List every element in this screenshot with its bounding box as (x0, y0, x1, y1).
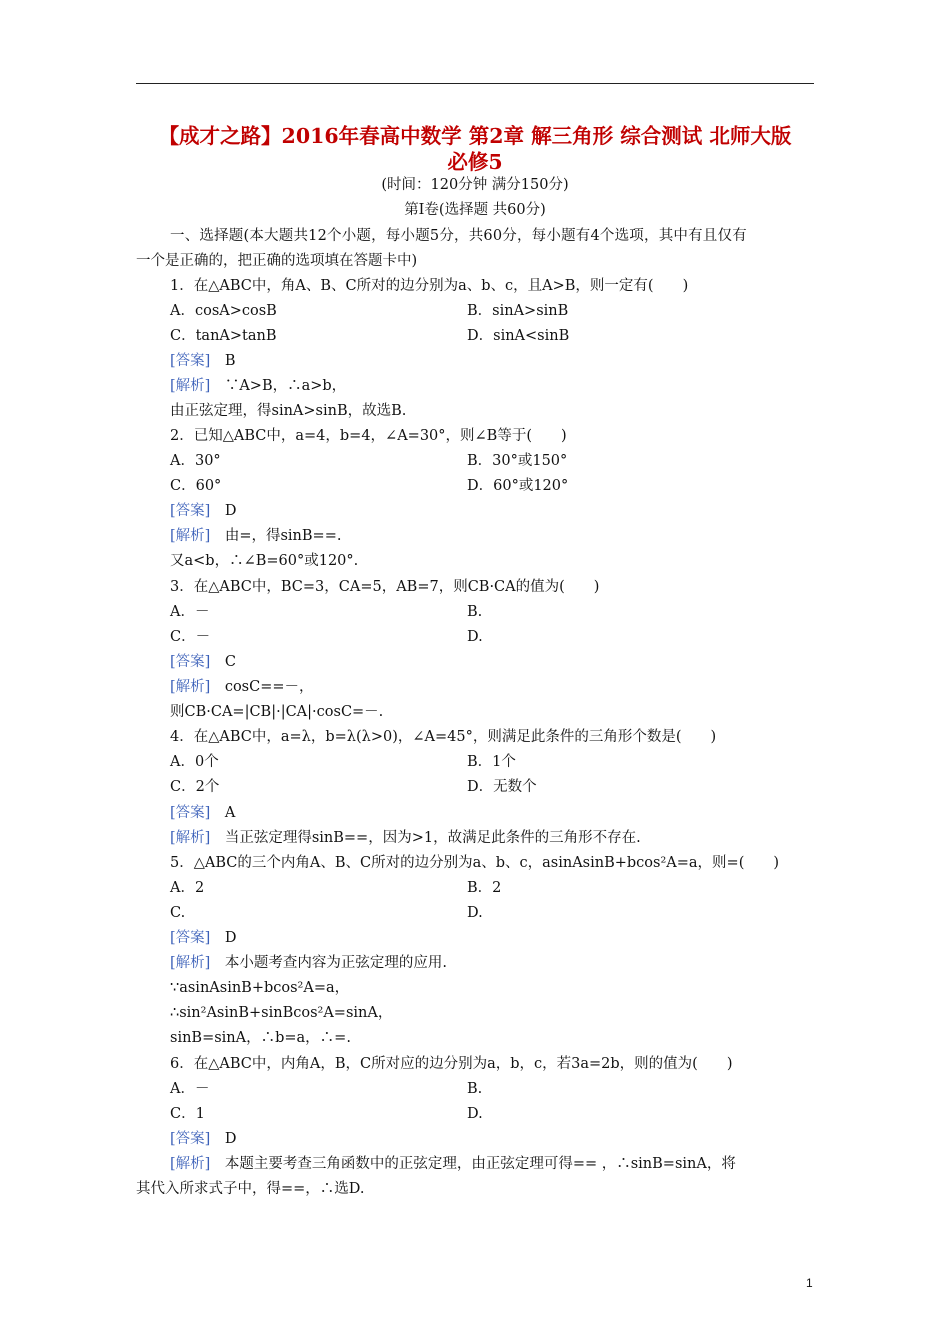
explanation-tag: [解析] (170, 830, 211, 846)
q6-answer (170, 1129, 236, 1149)
q4-option-d: D．无数个 (467, 779, 537, 795)
q5-explanation-line4: sinB=sinA，∴b=a，∴=. (170, 1030, 351, 1046)
q6-option-d: D. (467, 1106, 483, 1122)
explanation-tag: [解析] (170, 528, 211, 544)
q1-explanation-line2: 由正弦定理，得sinA>sinB，故选B. (170, 403, 407, 419)
answer-value: B (224, 353, 236, 369)
q3-stem: 3．在△ABC中，BC=3，CA=5，AB=7，则CB·CA的值为( ) (170, 579, 600, 595)
q2-explanation-line2: 又a<b，∴∠B=60°或120°. (170, 553, 359, 569)
explanation-text: 由=，得sinB==. (224, 528, 342, 544)
q5-explanation (170, 953, 447, 973)
q6-explanation-line2: 其代入所求式子中，得==，∴选D. (136, 1181, 365, 1197)
answer-tag: [答案] (170, 503, 211, 519)
explanation-tag: [解析] (170, 1156, 211, 1172)
top-rule (136, 83, 814, 84)
explanation-text: 本题主要考查三角函数中的正弦定理，由正弦定理可得== ，∴sinB=sinA，将 (224, 1156, 736, 1172)
q5-option-b: B．2 (467, 880, 502, 896)
explanation-tag: [解析] (170, 955, 211, 971)
q4-explanation (170, 828, 641, 848)
q5-answer (170, 928, 236, 948)
document-title-line2: 必修5 (447, 150, 503, 174)
answer-value: D (224, 1131, 237, 1147)
q5-explanation-line2: ∵asinAsinB+bcos²A=a， (170, 980, 350, 996)
q4-option-b: B．1个 (467, 754, 516, 770)
q5-option-d: D. (467, 905, 483, 921)
q2-answer (170, 501, 236, 521)
answer-value: D (224, 930, 237, 946)
q2-stem: 2．已知△ABC中，a=4，b=4，∠A=30°，则∠B等于( ) (170, 428, 567, 444)
answer-tag: [答案] (170, 1131, 211, 1147)
q2-option-b: B．30°或150° (467, 453, 568, 469)
q2-option-d: D．60°或120° (467, 478, 569, 494)
answer-tag: [答案] (170, 930, 211, 946)
answer-value: C (224, 654, 236, 670)
intro-line2: 一个是正确的，把正确的选项填在答题卡中) (136, 253, 418, 269)
q1-answer (170, 351, 235, 371)
q4-answer (170, 803, 235, 823)
q6-option-c: C．1 (170, 1106, 205, 1122)
explanation-text: ∵A>B，∴a>b， (224, 378, 347, 394)
answer-value: D (224, 503, 237, 519)
answer-tag: [答案] (170, 805, 211, 821)
page-number: 1 (806, 1276, 813, 1290)
q3-option-c: C．－ (170, 629, 211, 645)
time-info: (时间：120分钟 满分150分) (381, 177, 569, 193)
document-title-line1: 【成才之路】2016年春高中数学 第2章 解三角形 综合测试 北师大版 (158, 124, 792, 148)
q3-explanation (170, 677, 314, 697)
section-heading: 第Ⅰ卷(选择题 共60分) (404, 202, 546, 218)
explanation-text: 本小题考查内容为正弦定理的应用. (224, 955, 447, 971)
answer-tag: [答案] (170, 654, 211, 670)
q4-option-c: C．2个 (170, 779, 220, 795)
q2-explanation (170, 526, 341, 546)
q1-option-c: C．tanA>tanB (170, 328, 277, 344)
answer-value: A (224, 805, 236, 821)
q3-option-d: D. (467, 629, 483, 645)
q1-option-b: B．sinA>sinB (467, 303, 569, 319)
q4-option-a: A．0个 (170, 754, 219, 770)
q5-explanation-line3: ∴sin²AsinB+sinBcos²A=sinA， (170, 1005, 393, 1021)
q2-option-c: C．60° (170, 478, 222, 494)
q6-option-a: A．－ (170, 1081, 210, 1097)
q2-option-a: A．30° (170, 453, 221, 469)
q1-option-a: A．cosA>cosB (170, 303, 277, 319)
q3-option-a: A．－ (170, 604, 210, 620)
answer-tag: [答案] (170, 353, 211, 369)
q4-stem: 4．在△ABC中，a=λ，b=λ(λ>0)，∠A=45°，则满足此条件的三角形个数是( ) (170, 729, 717, 745)
intro-line1: 一、选择题(本大题共12个小题，每小题5分，共60分，每小题有4个选项，其中有且仅有 (170, 228, 747, 244)
explanation-text: cosC==－， (224, 679, 314, 695)
q6-explanation (170, 1154, 736, 1174)
q1-option-d: D．sinA<sinB (467, 328, 570, 344)
explanation-tag: [解析] (170, 378, 211, 394)
q1-explanation (170, 376, 346, 396)
q5-stem: 5．△ABC的三个内角A、B、C所对的边分别为a、b、c，asinAsinB+bcos²A=a，则=( ) (170, 855, 780, 871)
q5-option-a: A．2 (170, 880, 205, 896)
explanation-tag: [解析] (170, 679, 211, 695)
q3-option-b: B. (467, 604, 483, 620)
q1-stem: 1．在△ABC中，角A、B、C所对的边分别为a、b、c，且A>B，则一定有( ) (170, 278, 689, 294)
q5-option-c: C. (170, 905, 186, 921)
q3-explanation-line2: 则CB·CA=|CB|·|CA|·cosC=－. (170, 704, 384, 720)
explanation-text: 当正弦定理得sinB==，因为>1，故满足此条件的三角形不存在. (224, 830, 641, 846)
q6-option-b: B. (467, 1081, 483, 1097)
q6-stem: 6．在△ABC中，内角A，B，C所对应的边分别为a，b，c，若3a=2b，则的值为( ) (170, 1056, 733, 1072)
q3-answer (170, 652, 236, 672)
